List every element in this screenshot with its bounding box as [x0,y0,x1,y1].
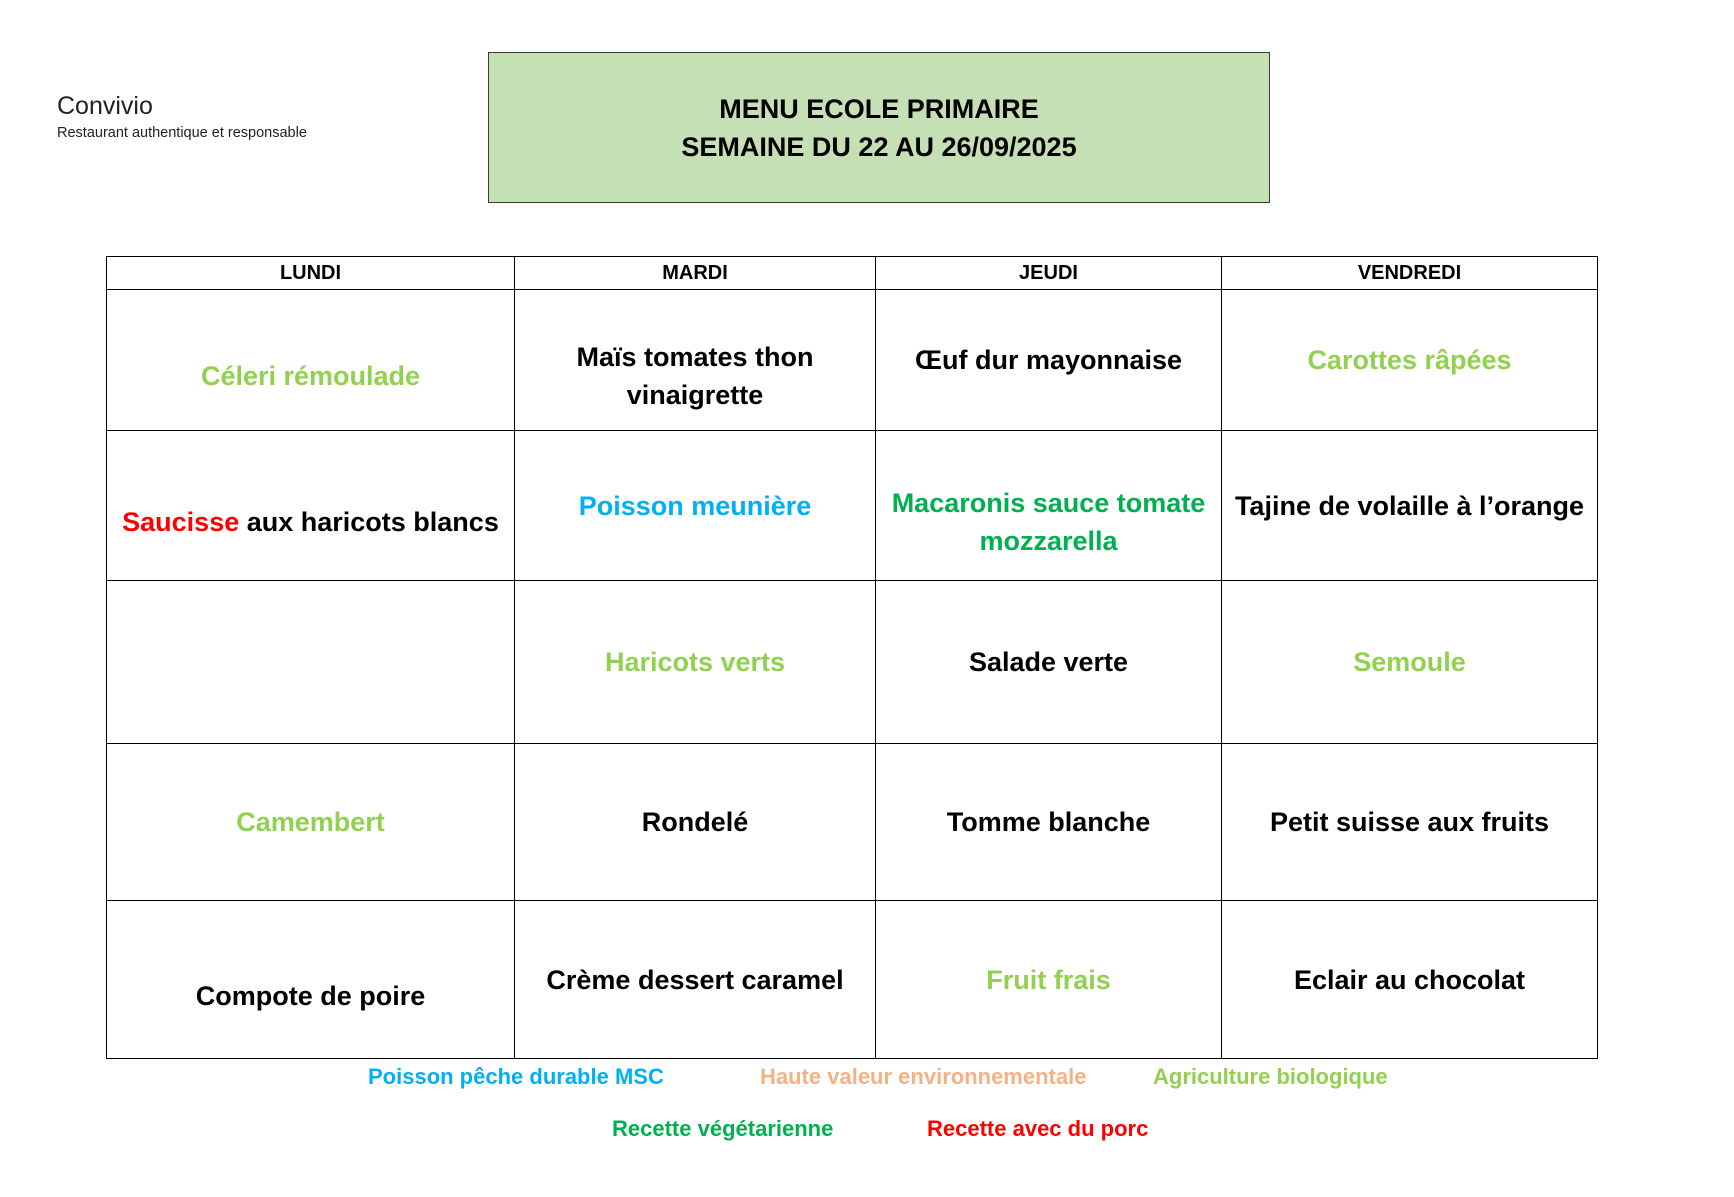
dish-text: Crème dessert caramel [546,964,844,995]
menu-cell [1222,290,1598,431]
cell-content [1222,341,1597,379]
dish-text: aux haricots blancs [239,506,499,537]
dish-name [642,803,749,841]
cell-content [1222,803,1597,841]
menu-cell [876,901,1222,1059]
dish-text: Compote de poire [195,980,426,1011]
cell-content [515,803,875,841]
dish-name [947,803,1151,841]
menu-cell [1222,581,1598,744]
logo-name: Convivio [57,92,153,120]
dish-text: Eclair au chocolat [1293,964,1526,995]
dish-name [915,341,1182,379]
menu-cell [515,901,876,1059]
menu-cell [515,431,876,581]
dish-text: Haricots verts [604,647,786,677]
menu-cell [107,431,515,581]
dish-text: Rondelé [641,807,749,837]
dish-name [969,643,1128,681]
title-line-2: SEMAINE DU 22 AU 26/09/2025 [681,131,1077,162]
dish-name [986,961,1111,999]
cell-content [876,643,1221,681]
dish-name [605,643,785,681]
course-row-side [107,581,1598,744]
menu-cell [876,290,1222,431]
dish-text: Tajine de volaille à l’orange [1234,490,1585,521]
cell-content [515,487,875,525]
header-row [107,257,1598,290]
dish-text: Carottes râpées [1307,345,1512,375]
menu-cell [107,744,515,901]
legend-vegetarian: Recette végétarienne [612,1116,834,1141]
cell-content [515,961,875,999]
dish-text: Camembert [236,807,385,837]
dish-name [236,803,385,841]
dish-text: Semoule [1353,647,1466,677]
logo [57,90,307,142]
dish-name [579,487,812,525]
cell-content [107,325,514,395]
day-header-jeudi: JEUDI [876,257,1222,290]
dish-name [1270,803,1549,841]
cell-content [1222,961,1597,999]
dish-name [1294,961,1525,999]
dish-name [201,357,420,395]
cell-content [1222,643,1597,681]
course-row-cheese [107,744,1598,901]
menu-cell [876,581,1222,744]
day-header-mardi: MARDI [515,257,876,290]
day-header-vendredi: VENDREDI [1222,257,1598,290]
cell-content [876,341,1221,379]
dish-name [122,503,499,541]
course-row-dessert [107,901,1598,1059]
course-row-starter [107,290,1598,431]
dish-text: Fruit frais [986,964,1111,995]
menu-cell [515,744,876,901]
dish-text: Maïs tomates thon vinaigrette [576,342,814,410]
cell-content [876,961,1221,999]
legend-hve: Haute valeur environnementale [760,1064,1087,1089]
dish-text: Œuf dur mayonnaise [914,345,1183,375]
cell-content [515,643,875,681]
title-box [488,52,1270,203]
menu-cell [107,581,515,744]
dish-name [196,977,426,1015]
cell-content [107,803,514,841]
menu-cell [107,290,515,431]
dish-name [546,961,843,999]
dish-text: Saucisse [122,506,240,537]
cell-content [515,306,875,414]
menu-cell [107,901,515,1059]
day-header-lundi: LUNDI [107,257,515,290]
cell-content [876,803,1221,841]
menu-cell [876,431,1222,581]
dish-name [1235,487,1584,525]
menu-cell [515,581,876,744]
cell-content [1222,487,1597,525]
dish-name [888,484,1209,560]
menu-cell [876,744,1222,901]
logo-tagline: Restaurant authentique et responsable [57,125,307,141]
menu-cell [1222,901,1598,1059]
cell-content [107,945,514,1015]
menu-cell [515,290,876,431]
menu-cell [1222,744,1598,901]
dish-text: Macaronis sauce tomate mozzarella [891,487,1206,556]
title-line-1: MENU ECOLE PRIMAIRE [719,93,1039,124]
legend-bio: Agriculture biologique [1153,1064,1388,1089]
cell-content [107,471,514,541]
course-row-main [107,431,1598,581]
dish-text: Poisson meunière [578,490,812,521]
legend-pork: Recette avec du porc [927,1116,1149,1141]
dish-name [1353,643,1466,681]
dish-text: Petit suisse aux fruits [1269,807,1550,837]
menu-cell [1222,431,1598,581]
dish-text: Salade verte [968,647,1129,677]
dish-text: Céleri rémoulade [200,361,421,391]
cell-content [876,452,1221,560]
dish-text: Tomme blanche [946,807,1151,837]
dish-name [1307,341,1511,379]
dish-name [527,338,863,414]
menu-table [106,256,1598,1059]
legend-msc: Poisson pêche durable MSC [368,1064,664,1089]
